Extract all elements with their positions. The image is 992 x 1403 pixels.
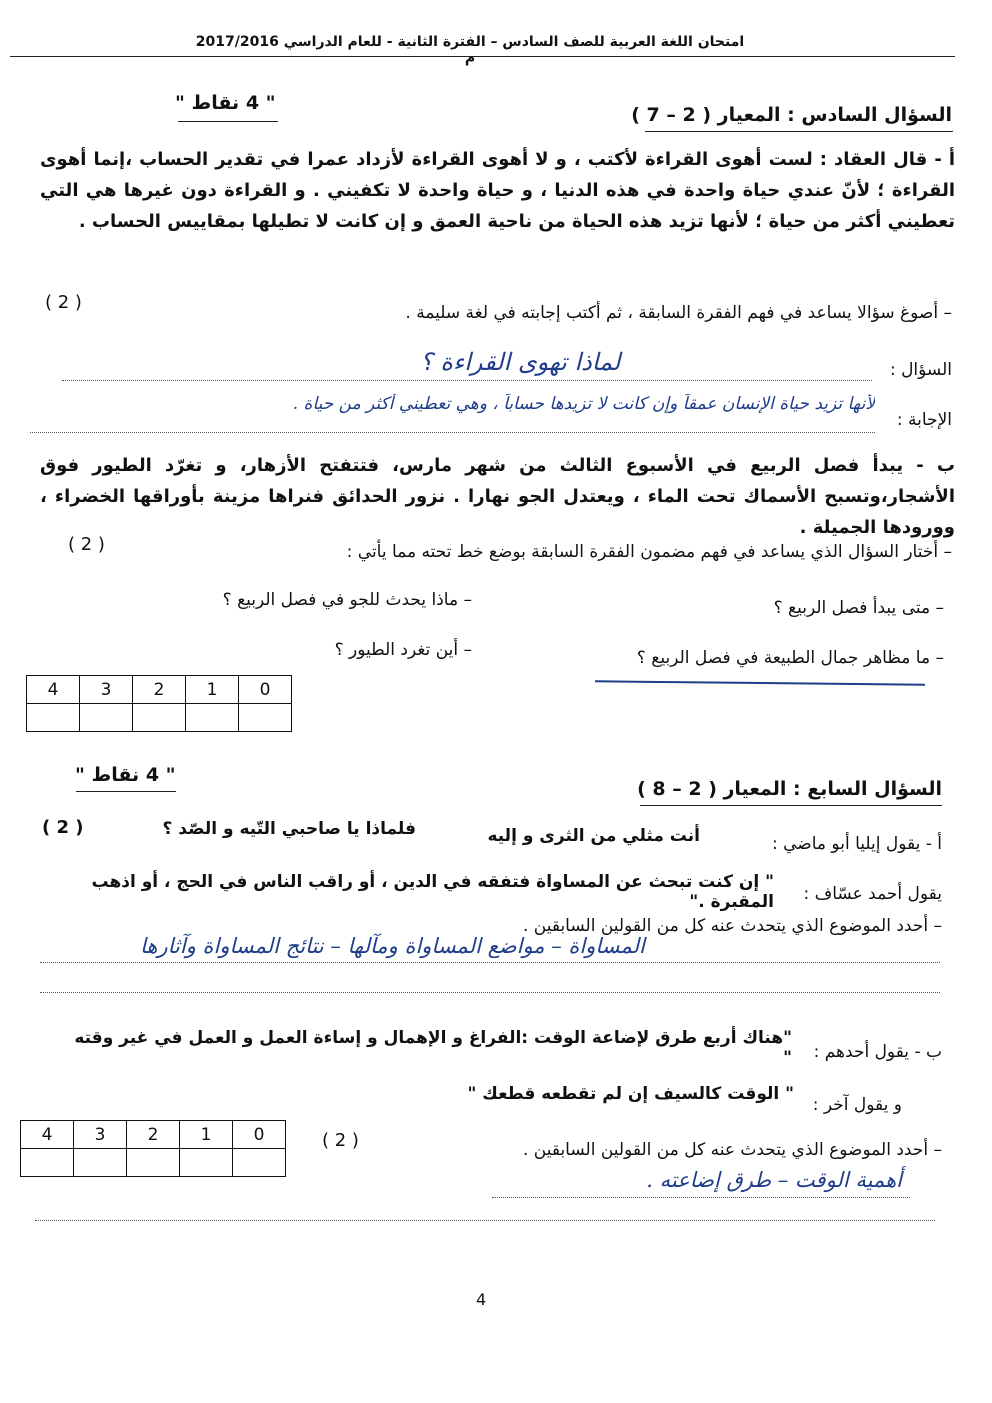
- grid-empty-cell: [80, 704, 133, 732]
- grid-cell: 4: [27, 676, 80, 704]
- grid-empty-cell: [21, 1149, 74, 1177]
- header-divider: [10, 56, 955, 57]
- q7-part-a-score: ( 2 ): [42, 817, 84, 838]
- q6-part-b-paragraph: ب - يبدأ فصل الربيع في الأسبوع الثالث من شهر مارس، فتتفتح الأزهار، و تغرّد الطيور فوق الأشجار،وتسبح الأسماك تحت الماء ، ويعتدل الجو نهارا . نزور الحدائق فنراها مزينة بأوراقها الخضراء ، وورودها الجميلة .: [40, 455, 955, 538]
- q6-part-a-instruction: – أصوغ سؤالا يساعد في فهم الفقرة السابقة ، ثم أكتب إجابته في لغة سليمة .: [405, 303, 952, 323]
- q6-title: السؤال السادس : المعيار ( 2 – 7 ): [631, 104, 952, 126]
- q7-part-b-score: ( 2 ): [322, 1130, 359, 1151]
- grid-empty-cell: [27, 704, 80, 732]
- question-handwritten-answer: لماذا تهوى القراءة ؟: [420, 348, 621, 376]
- q7-answer-line-1: [40, 962, 940, 963]
- q7-b-answer-line-2: [35, 1220, 935, 1221]
- q6-part-b-instruction: – أختار السؤال الذي يساعد في فهم مضمون الفقرة السابقة بوضع خط تحته مما يأتي :: [346, 542, 952, 562]
- q6-option-2[interactable]: – ماذا يحدث للجو في فصل الربيع ؟: [222, 590, 472, 610]
- grid-empty-cell: [233, 1149, 286, 1177]
- q7-part-b-quote-2: " الوقت كالسيف إن لم تقطعه قطعك ": [467, 1084, 794, 1104]
- exam-header: امتحان اللغة العربية للصف السادس – الفترة الثانية - للعام الدراسي 2017/2016 م: [195, 34, 745, 66]
- grid-cell: 0: [239, 676, 292, 704]
- q7-part-a-handwritten-answer: المساواة – مواضع المساواة ومآلها – نتائج المساواة وآثارها: [140, 934, 645, 958]
- handwritten-underline: [595, 680, 925, 685]
- grid-empty-cell: [239, 704, 292, 732]
- q7-b-answer-line-1: [492, 1197, 910, 1198]
- q6-score-grid: [26, 675, 292, 732]
- q6-option-4[interactable]: – أين تغرد الطيور ؟: [334, 640, 472, 660]
- grid-cell: 2: [133, 676, 186, 704]
- grid-empty-cell: [133, 704, 186, 732]
- q6-part-b-score: ( 2 ): [68, 534, 105, 555]
- q7-points-underline: [76, 791, 176, 792]
- q6-part-a-score: ( 2 ): [45, 292, 82, 313]
- q7-part-b-label-2: و يقول آخر :: [812, 1095, 902, 1115]
- q7-part-b-quote-1: "هناك أربع طرق لإضاعة الوقت :الفراغ و الإهمال و إساءة العمل و العمل في غير وقته ": [74, 1028, 792, 1068]
- q6-points: " 4 نقاط ": [175, 92, 276, 114]
- page-number: 4: [476, 1290, 487, 1309]
- grid-cell: 3: [80, 676, 133, 704]
- grid-empty-cell: [186, 704, 239, 732]
- q6-points-underline: [178, 121, 278, 122]
- q7-answer-line-2: [40, 992, 940, 993]
- grid-empty-cell: [180, 1149, 233, 1177]
- question-label: السؤال :: [889, 360, 952, 380]
- q7-part-b-instruction: – أحدد الموضوع الذي يتحدث عنه كل من القولين السابقين .: [522, 1140, 942, 1160]
- q7-verse-2: فلماذا يا صاحبي التّيه و الصّد ؟: [162, 819, 416, 839]
- question-line: [62, 380, 872, 381]
- grid-cell: 0: [233, 1121, 286, 1149]
- grid-empty-cell: [127, 1149, 180, 1177]
- answer-line: [30, 432, 875, 433]
- q7-quote: " إن كنت تبحث عن المساواة فتفقه في الدين ، أو راقب الناس في الحج ، أو اذهب المقبرة .": [91, 872, 774, 912]
- grid-cell: 1: [180, 1121, 233, 1149]
- q6-option-3-underlined[interactable]: – ما مظاهر جمال الطبيعة في فصل الربيع ؟: [636, 648, 944, 668]
- answer-label: الإجابة :: [896, 410, 952, 430]
- q7-verse-1: أنت مثلي من الثرى و إليه: [487, 826, 700, 846]
- grid-cell: 1: [186, 676, 239, 704]
- grid-empty-cell: [74, 1149, 127, 1177]
- answer-handwritten-text: لأنها تزيد حياة الإنسان عمقاً وإن كانت لا تزيدها حساباً ، وهي تعطيني أكثر من حياة .: [292, 394, 875, 414]
- grid-cell: 2: [127, 1121, 180, 1149]
- q7-quote-label: يقول أحمد عسّاف :: [803, 884, 942, 904]
- q7-part-a-instruction: – أحدد الموضوع الذي يتحدث عنه كل من القولين السابقين .: [522, 916, 942, 936]
- q6-title-underline: [645, 131, 953, 132]
- q7-part-b-label-1: ب - يقول أحدهم :: [813, 1042, 942, 1062]
- q7-part-a-intro: أ - يقول إيليا أبو ماضي :: [772, 834, 942, 854]
- q7-points: " 4 نقاط ": [75, 764, 176, 786]
- q6-part-a-paragraph: أ - قال العقاد : لست أهوى القراءة لأكتب ، و لا أهوى القراءة لأزداد عمرا في تقدير الحساب ،إنما أهوى القراءة ؛ لأنّ عندي حياة واحدة في هذه الدنيا ، و حياة واحدة لا تكفيني . و القراءة دون غيرها هي التي تعطيني أكثر من حياة ؛ لأنها تزيد هذه الحياة من ناحية العمق و إن كانت لا تطيلها بمقاييس الحساب .: [40, 149, 955, 232]
- q6-option-1[interactable]: – متى يبدأ فصل الربيع ؟: [773, 598, 944, 618]
- grid-cell: 3: [74, 1121, 127, 1149]
- q7-score-grid: [20, 1120, 286, 1177]
- q7-title: السؤال السابع : المعيار ( 2 – 8 ): [637, 778, 942, 800]
- grid-cell: 4: [21, 1121, 74, 1149]
- q7-part-b-handwritten-answer: أهمية الوقت – طرق إضاعته .: [646, 1168, 902, 1192]
- q7-title-underline: [640, 805, 942, 806]
